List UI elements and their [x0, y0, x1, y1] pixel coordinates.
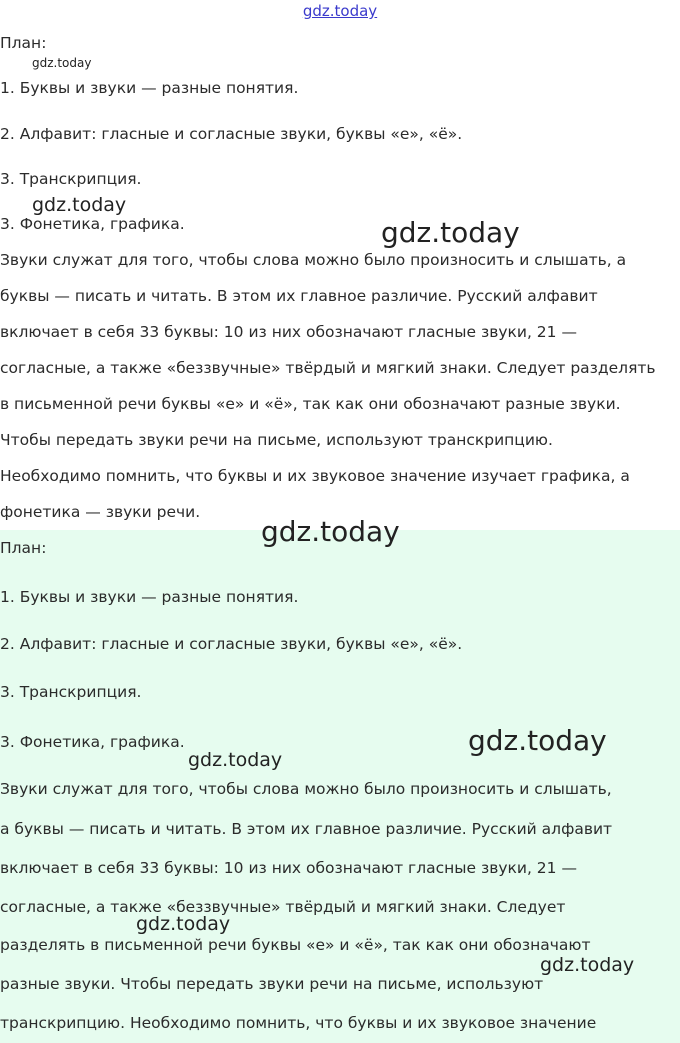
body-line: разные звуки. Чтобы передать звуки речи на письме, используют [0, 975, 544, 993]
body-line: фонетика — звуки речи. [0, 503, 201, 521]
plan-item: 3. Фонетика, графика. [0, 215, 185, 233]
watermark: gdz.today [468, 724, 607, 757]
plan-item: 3. Транскрипция. [0, 683, 142, 701]
body-line: согласные, а также «беззвучные» твёрдый и мягкий знаки. Следует разделять [0, 359, 656, 377]
watermark: gdz.today [188, 749, 283, 771]
body-line: согласные, а также «беззвучные» твёрдый и мягкий знаки. Следует [0, 898, 566, 916]
body-line: а буквы — писать и читать. В этом их главное различие. Русский алфавит [0, 820, 613, 838]
answer-section-2 [0, 530, 680, 1043]
body-line: разделять в письменной речи буквы «е» и «ё», так как они обозначают [0, 936, 591, 954]
body-line: Чтобы передать звуки речи на письме, используют транскрипцию. [0, 431, 553, 449]
plan-item: 3. Фонетика, графика. [0, 733, 185, 751]
site-link[interactable]: gdz.today [302, 2, 378, 20]
plan-item: 3. Транскрипция. [0, 170, 142, 188]
plan-item: 2. Алфавит: гласные и согласные звуки, буквы «е», «ё». [0, 635, 463, 653]
plan-label: План: [0, 539, 47, 557]
watermark: gdz.today [261, 515, 400, 548]
watermark: gdz.today [540, 954, 635, 976]
body-line: транскрипцию. Необходимо помнить, что буквы и их звуковое значение [0, 1014, 597, 1032]
plan-item: 2. Алфавит: гласные и согласные звуки, буквы «е», «ё». [0, 125, 463, 143]
plan-label: План: [0, 34, 47, 52]
body-line: включает в себя 33 буквы: 10 из них обозначают гласные звуки, 21 — [0, 323, 577, 341]
plan-item: 1. Буквы и звуки — разные понятия. [0, 79, 299, 97]
watermark: gdz.today [32, 194, 127, 216]
body-line: в письменной речи буквы «е» и «ё», так как они обозначают разные звуки. [0, 395, 621, 413]
plan-item: 1. Буквы и звуки — разные понятия. [0, 588, 299, 606]
watermark: gdz.today [136, 913, 231, 935]
body-line: буквы — писать и читать. В этом их главное различие. Русский алфавит [0, 287, 598, 305]
body-line: Звуки служат для того, чтобы слова можно было произносить и слышать, [0, 780, 612, 798]
watermark: gdz.today [381, 216, 520, 249]
body-line: включает в себя 33 буквы: 10 из них обозначают гласные звуки, 21 — [0, 859, 577, 877]
body-line: Необходимо помнить, что буквы и их звуковое значение изучает графика, а [0, 467, 630, 485]
body-line: Звуки служат для того, чтобы слова можно было произносить и слышать, а [0, 251, 627, 269]
watermark: gdz.today [32, 56, 92, 70]
